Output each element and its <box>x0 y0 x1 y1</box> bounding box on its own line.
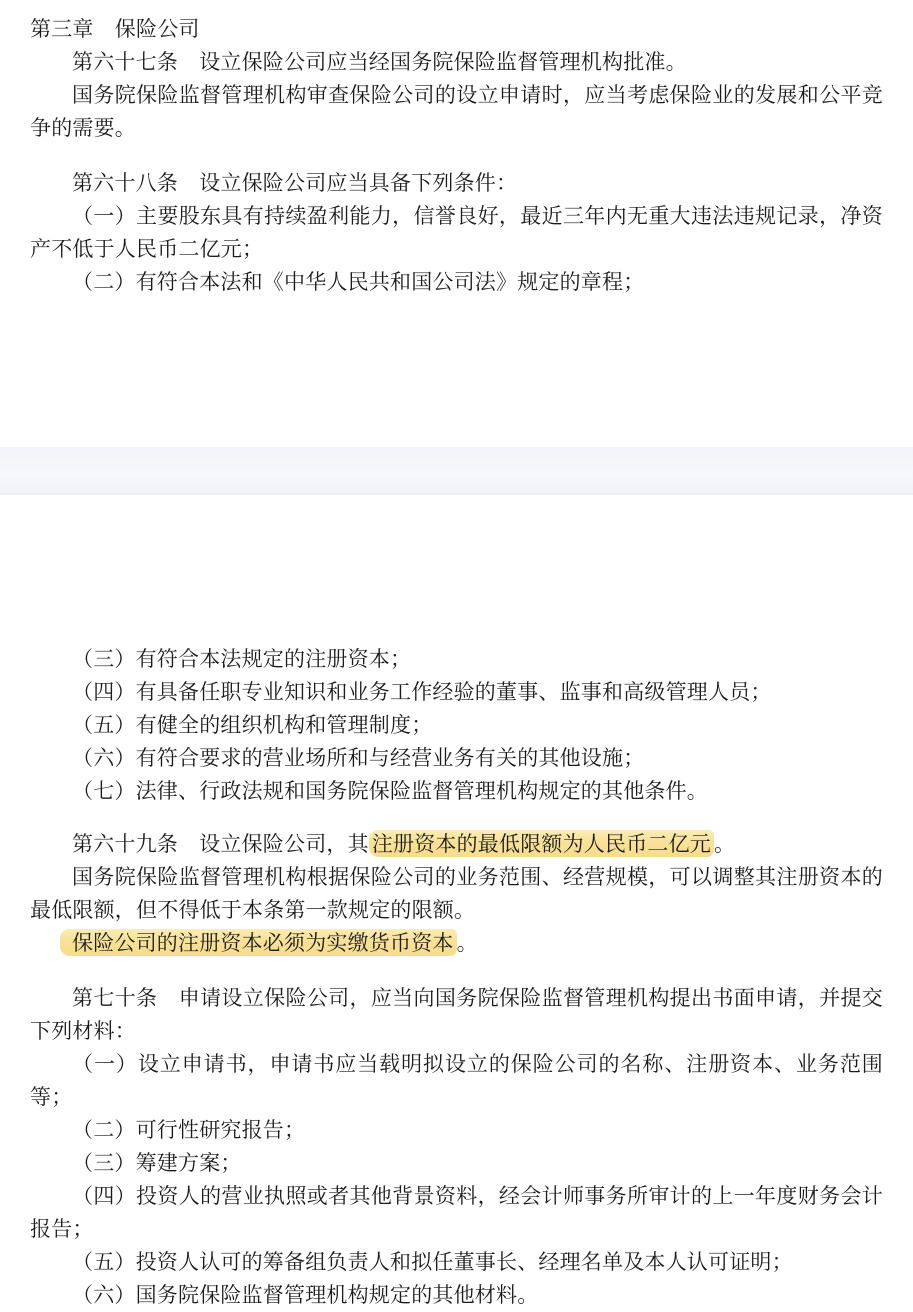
document-top-section <box>0 0 913 299</box>
document-bottom-section <box>0 643 913 1312</box>
article-68-opening: 第六十八条 设立保险公司应当具备下列条件： <box>72 171 518 195</box>
article-68-item-3: （三）有符合本法规定的注册资本； <box>72 647 412 671</box>
article-67-opening: 第六十七条 设立保险公司应当经国务院保险监督管理机构批准。 <box>72 50 687 74</box>
highlight-minimum-registered-capital: 注册资本的最低限额为人民币二亿元 <box>369 830 714 857</box>
article-68-item-4: （四）有具备任职专业知识和业务工作经验的董事、监事和高级管理人员； <box>72 680 772 704</box>
article-68-item-1: （一）主要股东具有持续盈利能力，信誉良好，最近三年内无重大违法违规记录，净资产不低于人民币二亿元； <box>30 204 883 261</box>
article-68-item-6: （六）有符合要求的营业场所和与经营业务有关的其他设施； <box>72 746 645 770</box>
article-68-item-2: （二）有符合本法和《中华人民共和国公司法》规定的章程； <box>72 270 645 294</box>
article-70-item-1: （一）设立申请书，申请书应当载明拟设立的保险公司的名称、注册资本、业务范围等； <box>30 1052 883 1109</box>
page-white-gap-upper <box>0 299 913 447</box>
article-69-paragraph-2: 国务院保险监督管理机构根据保险公司的业务范围、经营规模，可以调整其注册资本的最低限额，但不得低于本条第一款规定的限额。 <box>30 865 883 922</box>
highlight-paid-in-capital: 保险公司的注册资本必须为实缴货币资本 <box>60 929 457 956</box>
chapter-heading: 第三章 保险公司 <box>30 17 200 41</box>
article-68-item-7: （七）法律、行政法规和国务院保险监督管理机构规定的其他条件。 <box>72 779 708 803</box>
article-69-paragraph-3 <box>30 927 883 960</box>
article-70-item-6: （六）国务院保险监督管理机构规定的其他材料。 <box>72 1283 539 1307</box>
article-69-opening-prefix: 第六十九条 设立保险公司，其 <box>72 832 369 856</box>
article-69-paragraph-3-period: 。 <box>456 931 478 955</box>
page-white-gap-lower <box>0 495 913 643</box>
article-69-opening-period: 。 <box>714 832 736 856</box>
article-67-paragraph-2: 国务院保险监督管理机构审查保险公司的设立申请时，应当考虑保险业的发展和公平竞争的需要。 <box>30 83 883 140</box>
article-70-item-3: （三）筹建方案； <box>72 1151 242 1175</box>
article-70-item-4: （四）投资人的营业执照或者其他背景资料，经会计师事务所审计的上一年度财务会计报告； <box>30 1184 883 1241</box>
article-70-item-5: （五）投资人认可的筹备组负责人和拟任董事长、经理名单及本人认可证明； <box>72 1250 793 1274</box>
screenshot-seam-band <box>0 447 913 495</box>
article-70-opening: 第七十条 申请设立保险公司，应当向国务院保险监督管理机构提出书面申请，并提交下列材料： <box>30 986 883 1043</box>
article-70-item-2: （二）可行性研究报告； <box>72 1118 306 1142</box>
article-68-item-5: （五）有健全的组织机构和管理制度； <box>72 713 433 737</box>
article-69-opening <box>30 828 883 861</box>
